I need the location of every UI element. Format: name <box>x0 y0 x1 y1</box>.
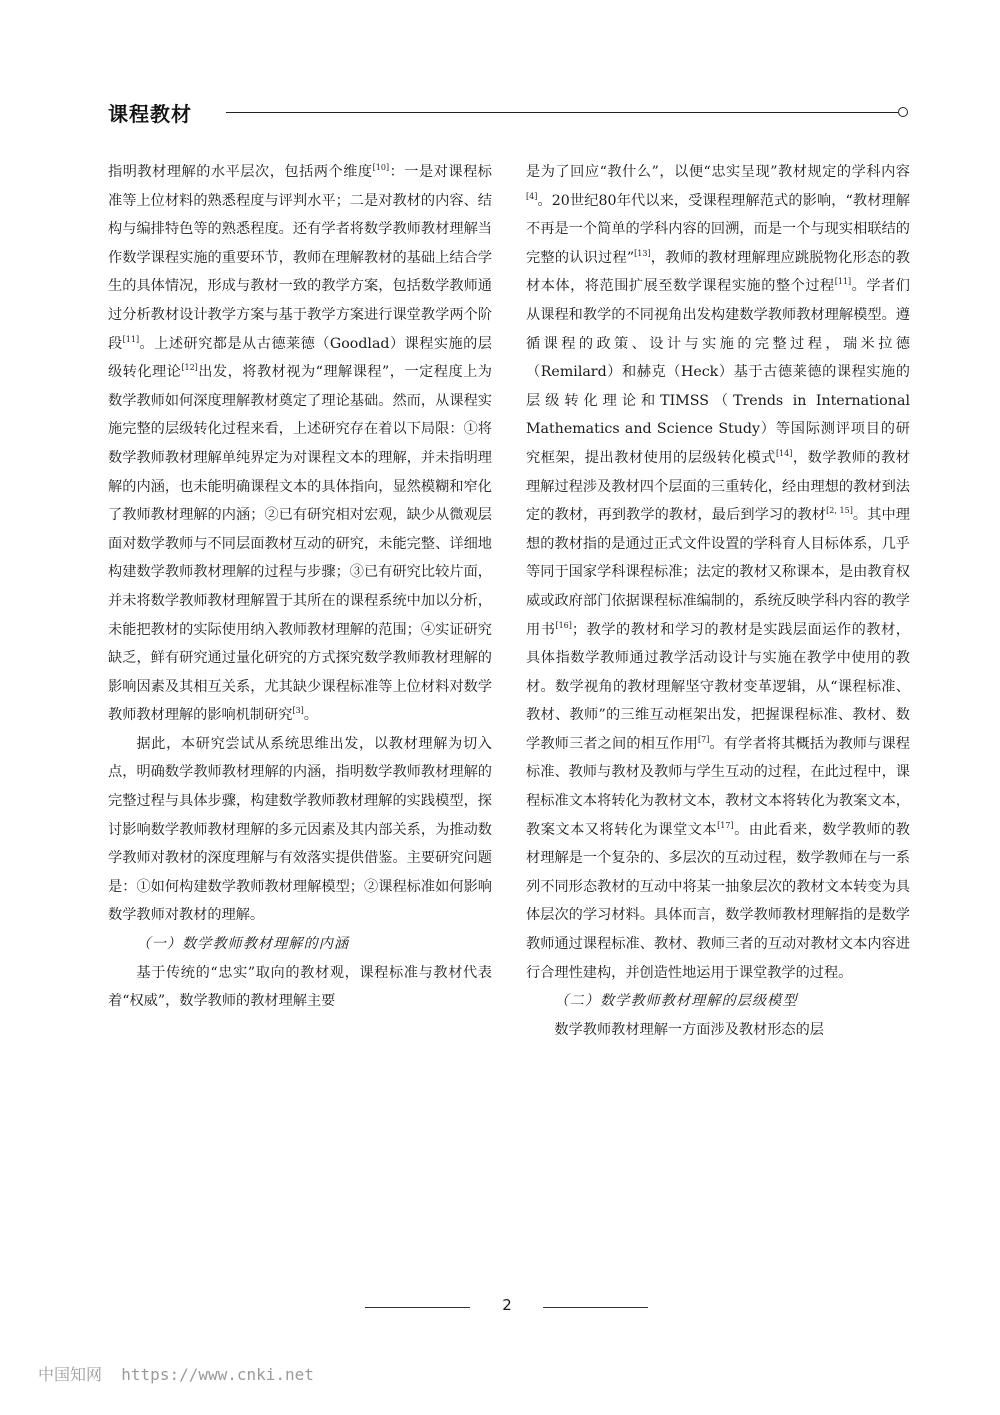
left-column <box>108 158 492 1016</box>
citation: [10] <box>372 163 390 172</box>
section-heading-connotation: （一）数学教师教材理解的内涵 <box>136 936 350 953</box>
section-heading-hierarchy-model: （二）数学教师教材理解的层级模型 <box>554 993 798 1010</box>
journal-section-title: 课程教材 <box>108 102 192 126</box>
page-header <box>108 96 908 132</box>
header-circle-ornament <box>898 107 908 117</box>
watermark-site-name: 中国知网 <box>38 1365 103 1384</box>
citation: [2, 15] <box>826 506 853 516</box>
footer-rule-left <box>365 1307 470 1308</box>
citation: [17] <box>717 820 734 830</box>
citation: [4] <box>526 191 538 201</box>
citation: [7] <box>697 734 710 744</box>
citation: [3] <box>292 706 304 716</box>
page-footer <box>0 1296 1000 1320</box>
right-paragraph-hierarchy: 数学教师教材理解一方面涉及教材形态的层 <box>554 1021 824 1038</box>
right-column <box>526 158 910 1044</box>
left-paragraph-continued: 指明教材理解的水平层次，包括两个维度[10]：一是对课程标准等上位材料的熟悉程度与评判水平；二是对教材的内容、结构与编排特色等的熟悉程度。还有学者将数学教师教材理解当作数学课程实施的重要环节，教师在理解教材的基础上结合学生的具体情况，形成与教材一致的教学方案，包括数学教师通过分析教材设计教学方案与基于教学方案进行课堂教学两个阶段[11]。上述研究都是从古德莱德（Goodlad）课程实施的层级转化理论[12]出发，将教材视为“理解课程”，一定程度上为数学教师如何深度理解教材奠定了理论基础。然而，从课程实施完整的层级转化过程来看，上述研究存在着以下局限：①将数学教师教材理解单纯界定为对课程文本的理解，并未指明理解的内涵，也未能明确课程文本的具体指向，显然模糊和窄化了教师教材理解的内涵；②已有研究相对宏观，缺少从微观层面对数学教师与不同层面教材互动的研究，未能完整、详细地构建数学教师教材理解的过程与步骤；③已有研究比较片面，并未将数学教师教材理解置于其所在的课程系统中加以分析，未能把教材的实际使用纳入教师教材理解的范围；④实证研究缺乏，鲜有研究通过量化研究的方式探究数学教师教材理解的影响因素及其相互关系，尤其缺少课程标准等上位材料对数学教师教材理解的影响机制研究[3]。 <box>108 163 492 724</box>
citation: [11] <box>122 334 140 344</box>
header-rule <box>226 112 898 113</box>
left-paragraph-research-aim: 据此，本研究尝试从系统思维出发，以教材理解为切入点，明确数学教师教材理解的内涵，指明数学教师教材理解的完整过程与具体步骤，构建数学教师教材理解的实践模型，探讨影响数学教师教材理解的多元因素及其内部关系，为推动数学教师对教材的深度理解与有效落实提供借鉴。主要研究问题是：①如何构建数学教师教材理解模型；②课程标准如何影响数学教师对教材的理解。 <box>108 735 492 924</box>
cnki-watermark <box>38 1362 314 1385</box>
citation: [16] <box>555 620 572 630</box>
watermark-url: https://www.cnki.net <box>121 1365 314 1384</box>
citation: [11] <box>834 277 852 287</box>
footer-rule-right <box>543 1307 648 1308</box>
citation: [14] <box>775 448 793 458</box>
citation: [13] <box>634 248 651 258</box>
left-paragraph-traditional-view: 基于传统的“忠实”取向的教材观，课程标准与教材代表着“权威”，数学教师的教材理解主要 <box>108 964 492 1010</box>
right-paragraph-continued: 是为了回应“教什么”，以便“忠实呈现”教材规定的学科内容[4]。20世纪80年代以来，受课程理解范式的影响，“教材理解不再是一个简单的学科内容的回溯，而是一个与现实相联结的完整的认识过程”[13]，教师的教材理解理应跳脱物化形态的教材本体，将范围扩展至数学课程实施的整个过程[11]。学者们从课程和教学的不同视角出发构建数学教师教材理解模型。遵循课程的政策、设计与实施的完整过程，瑞米拉德（Remilard）和赫克（Heck）基于古德莱德的课程实施的层级转化理论和TIMSS（Trends in International Mathematics and Science Study）等国际测评项目的研究框架，提出教材使用的层级转化模式[14]，数学教师的教材理解过程涉及教材四个层面的三重转化，经由理想的教材到法定的教材，再到教学的教材，最后到学习的教材[2, 15]。其中理想的教材指的是通过正式文件设置的学科育人目标体系，几乎等同于国家学科课程标准；法定的教材又称课本，是由教育权威或政府部门依据课程标准编制的，系统反映学科内容的教学用书[16]；教学的教材和学习的教材是实践层面运作的教材，具体指数学教师通过教学活动设计与实施在教学中使用的教材。数学视角的教材理解坚守教材变革逻辑，从“课程标准、教材、教师”的三维互动框架出发，把握课程标准、教材、数学教师三者之间的相互作用[7]。有学者将其概括为教师与课程标准、教师与教材及教师与学生互动的过程，在此过程中，课程标准文本将转化为教材文本，教材文本将转化为教案文本，教案文本又将转化为课堂文本[17]。由此看来，数学教师的教材理解是一个复杂的、多层次的互动过程，数学教师在与一系列不同形态教材的互动中将某一抽象层次的教材文本转变为具体层次的学习材料。具体而言，数学教师教材理解指的是数学教师通过课程标准、教材、教师三者的互动对教材文本内容进行合理性建构，并创造性地运用于课堂教学的过程。 <box>526 164 910 981</box>
citation: [12] <box>181 363 198 373</box>
page-number: 2 <box>502 1296 512 1314</box>
